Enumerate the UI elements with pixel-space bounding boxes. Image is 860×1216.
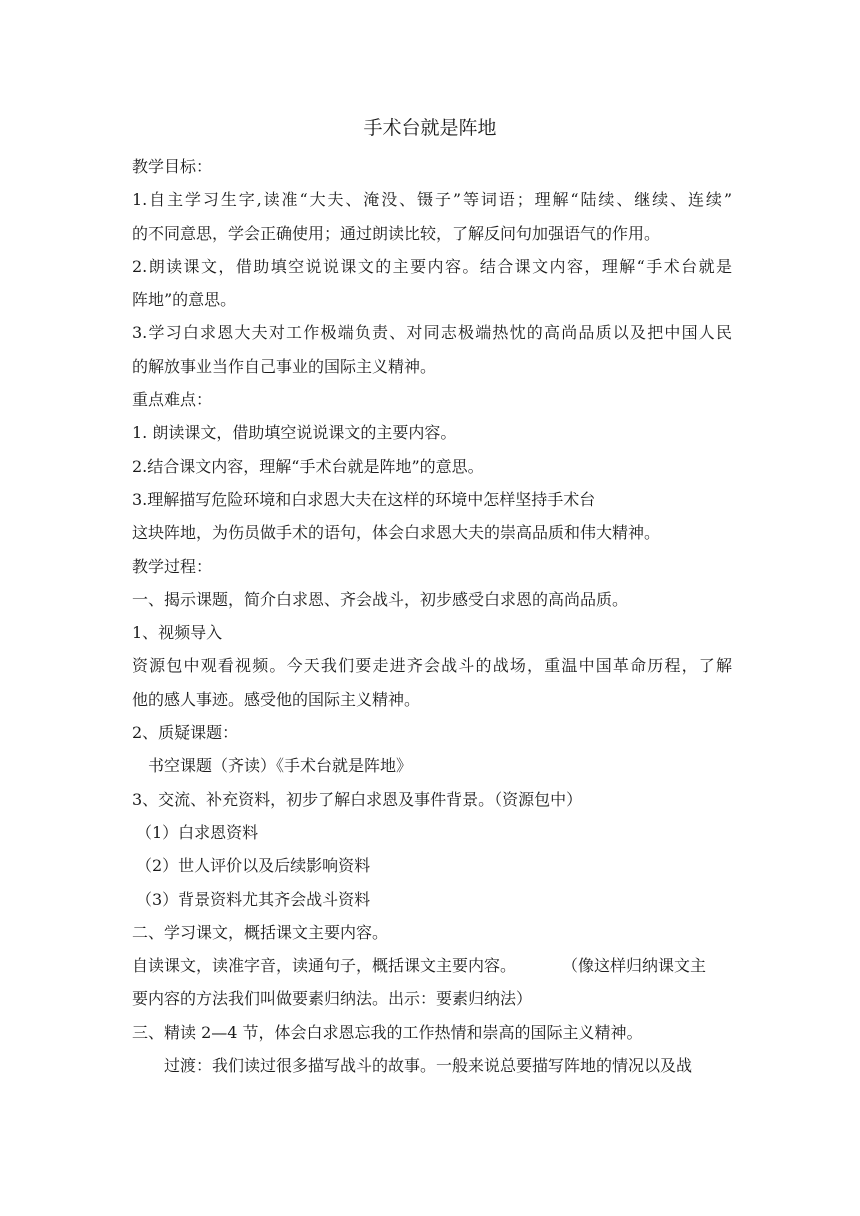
- section-heading-key-points: 重点难点：: [132, 390, 213, 410]
- paragraph-line: 阵地”的意思。: [132, 290, 237, 310]
- paragraph-line: 资源包中观看视频。今天我们要走进齐会战斗的战场，重温中国革命历程，了解: [132, 656, 732, 676]
- paragraph-line: 的不同意思，学会正确使用；通过朗读比较，了解反问句加强语气的作用。: [132, 223, 661, 243]
- paragraph-line: 过渡：我们读过很多描写战斗的故事。一般来说总要描写阵地的情况以及战: [164, 1056, 693, 1076]
- list-item: （1）白求恩资料: [136, 822, 259, 842]
- list-item: 2.结合课文内容，理解“手术台就是阵地”的意思。: [132, 456, 484, 476]
- paragraph-line: 这块阵地，为伤员做手术的语句，体会白求恩大夫的崇高品质和伟大精神。: [132, 523, 661, 543]
- page-title: 手术台就是阵地: [363, 117, 497, 139]
- section-heading-process: 教学过程：: [132, 556, 213, 576]
- paragraph-line: 的解放事业当作自己事业的国际主义精神。: [132, 356, 437, 376]
- paragraph-segment: （像这样归纳课文主: [562, 956, 707, 976]
- paragraph-line: [132, 949, 732, 982]
- document-body: [132, 150, 732, 1082]
- section-heading-part-1: 一、揭示课题，简介白求恩、齐会战斗，初步感受白求恩的高尚品质。: [132, 589, 629, 609]
- paragraph-segment: 自读课文，读准字音，读通句子，概括课文主要内容。: [132, 956, 517, 976]
- paragraph-line: 1.自主学习生字,读准“大夫、淹没、镊子”等词语；理解“陆续、继续、连续”: [132, 190, 732, 210]
- list-item: 1. 朗读课文，借助填空说说课文的主要内容。: [132, 423, 457, 443]
- paragraph-line: 要内容的方法我们叫做要素归纳法。出示：要素归纳法）: [132, 989, 533, 1009]
- paragraph-line: 他的感人事迹。感受他的国际主义精神。: [132, 689, 421, 709]
- section-heading-objectives: 教学目标：: [132, 157, 213, 176]
- section-heading-part-2: 二、学习课文，概括课文主要内容。: [132, 922, 389, 942]
- paragraph-line: 3.学习白求恩大夫对工作极端负责、对同志极端热忱的高尚品质以及把中国人民: [132, 323, 732, 343]
- subsection-heading: 3、交流、补充资料，初步了解白求恩及事件背景。（资源包中）: [132, 789, 583, 809]
- paragraph-line: 2.朗读课文，借助填空说说课文的主要内容。结合课文内容，理解“手术台就是: [132, 256, 732, 276]
- list-item: （2）世人评价以及后续影响资料: [136, 856, 371, 876]
- list-item: （3）背景资料尤其齐会战斗资料: [136, 889, 371, 909]
- section-heading-part-3: 三、精读 2—4 节，体会白求恩忘我的工作热情和崇高的国际主义精神。: [132, 1022, 643, 1042]
- list-item: 3.理解描写危险环境和白求恩大夫在这样的环境中怎样坚持手术台: [132, 489, 596, 509]
- subsection-heading: 2、质疑课题：: [132, 723, 239, 743]
- subsection-heading: 1、视频导入: [132, 623, 223, 643]
- paragraph-line: 书空课题（齐读）《手术台就是阵地》: [148, 756, 413, 776]
